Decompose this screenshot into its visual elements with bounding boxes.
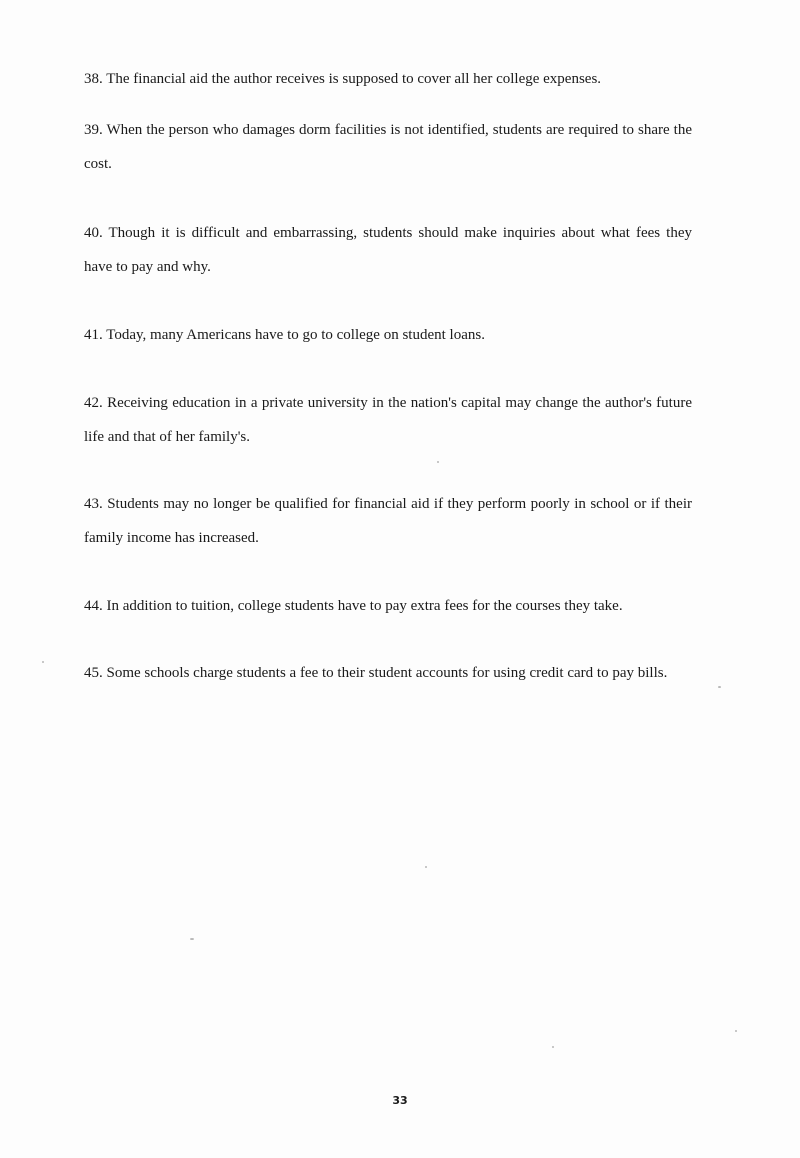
statement-39: 39. When the person who damages dorm facilities is not identified, students are required to share the cost. [84,122,692,172]
statement-45: 45. Some schools charge students a fee to their student accounts for using credit card to pay bills. [84,665,668,681]
statement-41: 41. Today, many Americans have to go to college on student loans. [84,327,485,343]
scan-speck [552,1046,554,1048]
scan-speck [190,938,194,940]
statement-38: 38. The financial aid the author receives is supposed to cover all her college expenses. [84,71,602,87]
scan-speck [718,686,721,688]
page-number: 33 [392,1094,408,1107]
statement-42: 42. Receiving education in a private university in the nation's capital may change the author's future life and that of her family's. [84,395,692,445]
scan-speck [437,461,439,463]
statement-44: 44. In addition to tuition, college students have to pay extra fees for the courses they take. [84,598,623,614]
scan-speck [42,661,44,663]
scan-speck [735,1030,737,1032]
scan-speck [425,866,427,868]
statement-43: 43. Students may no longer be qualified for financial aid if they perform poorly in school or if their family income has increased. [84,496,692,546]
statement-40: 40. Though it is difficult and embarrassing, students should make inquiries about what fees they have to pay and why. [84,225,692,275]
